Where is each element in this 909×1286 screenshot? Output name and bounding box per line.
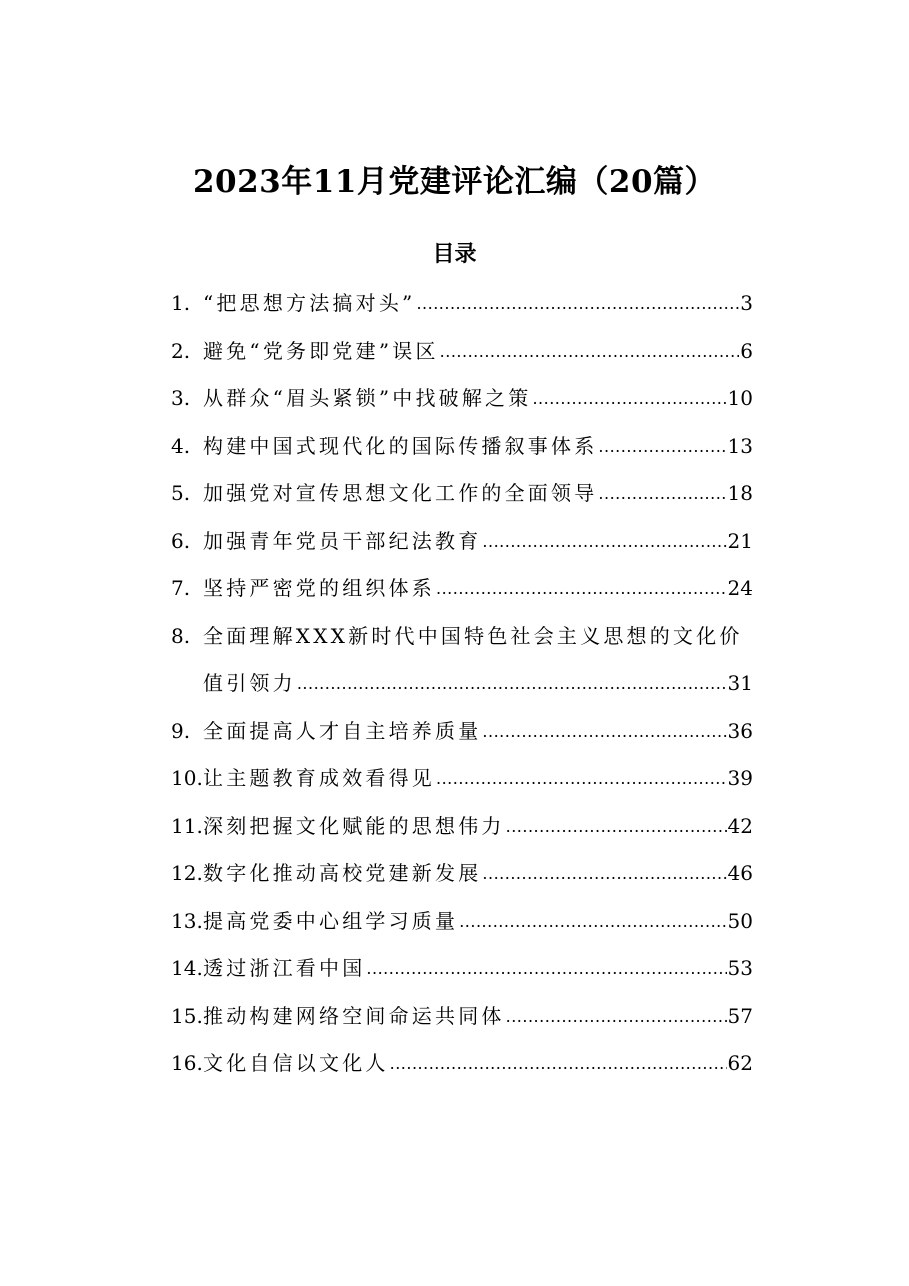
toc-entry-title: 加强青年党员干部纪法教育 xyxy=(203,528,482,553)
toc-entry-page: 36 xyxy=(727,718,753,743)
toc-leader-dots xyxy=(482,708,726,756)
toc-leader-dots xyxy=(506,803,727,851)
toc-entry-title: 坚持严密党的组织体系 xyxy=(203,576,435,600)
toc-leader-dots xyxy=(366,945,726,993)
toc-entry-number: 13. xyxy=(171,908,203,933)
toc-entry[interactable] xyxy=(171,993,753,1041)
toc-entry-page: 3 xyxy=(740,291,753,315)
toc-entry[interactable] xyxy=(171,755,753,803)
toc-leader-dots xyxy=(416,280,739,328)
toc-entry-title: 透过浙江看中国 xyxy=(203,956,366,980)
toc-entry[interactable] xyxy=(171,518,753,566)
toc-entry[interactable] xyxy=(171,565,753,613)
toc-entry-title: 从群众“眉头紧锁”中找破解之策 xyxy=(203,386,532,410)
toc-entry-page: 10 xyxy=(727,386,753,410)
toc-entry[interactable] xyxy=(171,803,753,851)
toc-entry-number: 15. xyxy=(171,1003,203,1028)
toc-entry[interactable] xyxy=(171,328,753,376)
toc-entry-title: 推动构建网络空间命运共同体 xyxy=(203,1003,505,1028)
toc-entry[interactable] xyxy=(171,470,753,518)
toc-entry-page: 24 xyxy=(727,576,753,600)
toc-entry-page: 31 xyxy=(727,671,753,695)
toc-entry[interactable] xyxy=(171,1040,753,1088)
toc-leader-dots xyxy=(390,1040,727,1088)
toc-entry-page: 42 xyxy=(727,813,753,838)
toc-entry-title: 让主题教育成效看得见 xyxy=(203,766,435,790)
toc-entry-page: 6 xyxy=(740,338,753,363)
toc-leader-dots xyxy=(598,423,726,471)
toc-leader-dots xyxy=(482,518,726,566)
toc-entry-title: 文化自信以文化人 xyxy=(203,1051,389,1075)
toc-entry-title: 提高党委中心组学习质量 xyxy=(203,908,459,933)
toc-entry-number: 4. xyxy=(171,433,191,458)
toc-entry-number: 3. xyxy=(171,386,191,410)
toc-heading: 目录 xyxy=(432,241,477,267)
toc-entry-number: 2. xyxy=(171,338,191,363)
toc-leader-dots xyxy=(459,898,726,946)
toc-entry-page: 50 xyxy=(727,908,753,933)
toc-entry-number: 16. xyxy=(171,1051,203,1075)
toc-entry-number: 7. xyxy=(171,576,191,600)
toc-entry-page: 13 xyxy=(727,433,753,458)
toc-entry[interactable] xyxy=(171,375,753,423)
toc-entry-page: 62 xyxy=(727,1051,753,1075)
toc-entry-title: 全面提高人才自主培养质量 xyxy=(203,718,482,743)
toc-entry-page: 21 xyxy=(727,528,753,553)
toc-entry-title: 避免“党务即党建”误区 xyxy=(203,338,439,363)
toc-entry[interactable] xyxy=(171,708,753,756)
toc-entry[interactable] xyxy=(171,898,753,946)
toc-entry-number: 11. xyxy=(171,813,203,838)
toc-entry-page: 53 xyxy=(727,956,753,980)
toc-leader-dots xyxy=(506,993,727,1041)
toc-entry-number: 14. xyxy=(171,956,203,980)
toc-entry-number: 8. xyxy=(171,623,191,648)
toc-entry-page: 57 xyxy=(727,1003,753,1028)
toc-entry[interactable] xyxy=(171,613,753,708)
toc-leader-dots xyxy=(532,375,726,423)
toc-entry-title: “把思想方法搞对头” xyxy=(203,291,416,315)
toc-leader-dots xyxy=(297,660,727,708)
toc-entry-number: 6. xyxy=(171,528,191,553)
toc-entry-title: 数字化推动高校党建新发展 xyxy=(203,861,482,885)
toc-entry[interactable] xyxy=(171,850,753,898)
toc-entry-title: 全面理解XXX新时代中国特色社会主义思想的文化价 xyxy=(203,623,743,648)
toc-entry-title-continued: 值引领力 xyxy=(203,671,296,695)
toc-entry-number: 1. xyxy=(171,291,191,315)
toc-entry-page: 39 xyxy=(727,766,753,790)
toc-leader-dots xyxy=(440,328,740,376)
toc-leader-dots xyxy=(436,565,727,613)
toc-entry-page: 18 xyxy=(727,481,753,505)
toc-entry-number: 10. xyxy=(171,766,203,790)
toc-leader-dots xyxy=(598,470,726,518)
toc-entry-number: 5. xyxy=(171,481,191,505)
toc-entry-title: 深刻把握文化赋能的思想伟力 xyxy=(203,813,505,838)
toc-entry[interactable] xyxy=(171,423,753,471)
toc-entry-number: 12. xyxy=(171,861,203,885)
toc-leader-dots xyxy=(482,850,726,898)
document-title: 2023年11月党建评论汇编（20篇） xyxy=(192,164,717,200)
toc-entry-title: 构建中国式现代化的国际传播叙事体系 xyxy=(203,433,598,458)
toc-entry-title: 加强党对宣传思想文化工作的全面领导 xyxy=(203,481,598,505)
toc-leader-dots xyxy=(436,755,727,803)
toc-entry-number: 9. xyxy=(171,718,191,743)
toc-entry[interactable] xyxy=(171,945,753,993)
toc-entry-page: 46 xyxy=(727,861,753,885)
toc-entry[interactable] xyxy=(171,280,753,328)
table-of-contents xyxy=(171,280,753,1088)
